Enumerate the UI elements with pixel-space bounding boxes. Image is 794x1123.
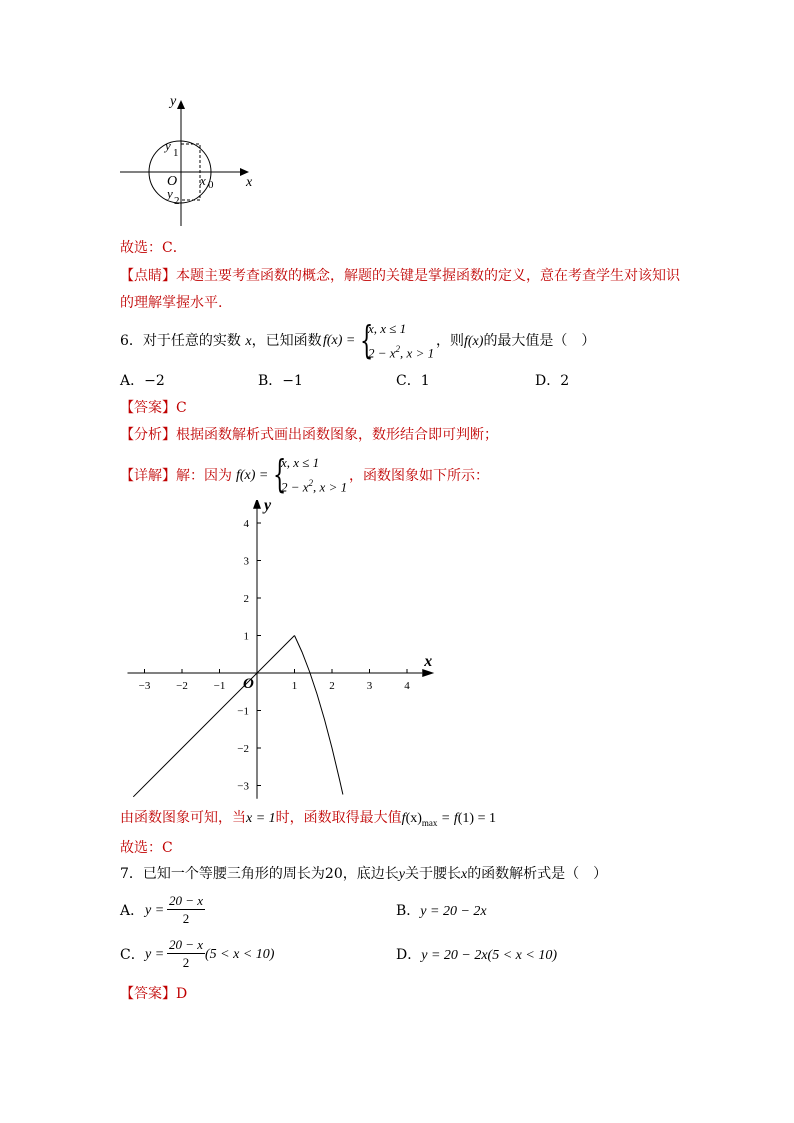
q6-detail-fx: f(x) = <box>236 468 269 483</box>
q6-analysis: 【分析】根据函数解析式画出函数图象，数形结合即可判断； <box>120 427 498 443</box>
series-line-1 <box>133 636 294 797</box>
dianjing-tag: 【点睛】 <box>120 268 176 284</box>
q6-fx2: f(x) <box>464 334 484 349</box>
q7-option-a-label: A． <box>120 903 145 919</box>
x-tick-label: −1 <box>213 680 226 692</box>
circle-figure <box>115 88 260 228</box>
circle-y-arrow <box>177 100 185 109</box>
circle-y-label: y <box>170 94 177 109</box>
q7-option-a-num: 20 − x <box>168 893 204 908</box>
q7-option-a-den: 2 <box>182 911 190 926</box>
q7-option-c-den: 2 <box>182 955 190 970</box>
max-expr: $f(x)_{max} = f(1) = 1$ <box>401 811 496 828</box>
q7-stem: 7．已知一个等腰三角形的周长为20，底边长y关于腰长x的函数解析式是（ ） <box>120 866 608 882</box>
conclusion-line-1: 故选：C． <box>120 240 187 256</box>
q7-option-c-tail: (5 < x < 10) <box>205 947 275 962</box>
series-line-2 <box>295 636 343 795</box>
function-chart <box>110 500 440 805</box>
dianjing-line-2: 的理解掌握水平. <box>120 295 223 311</box>
chart-x-arrow <box>422 669 434 677</box>
y-tick-label: 4 <box>243 518 249 530</box>
q6-text2: ，已知函数 <box>251 333 322 349</box>
y2-label: y <box>167 186 173 201</box>
chart-y-label: y <box>264 500 272 514</box>
x-tick-label: −3 <box>138 680 151 692</box>
x0-sub: 0 <box>208 179 214 191</box>
q7-answer: 【答案】D <box>120 986 188 1002</box>
q6-option-d: D．2 <box>535 373 570 389</box>
q6-case2 <box>368 341 434 361</box>
q6-case2a: 2 − x <box>368 345 396 361</box>
chart-y-arrow <box>253 500 261 509</box>
q7-option-d: D．y = 20 − 2x(5 < x < 10) <box>396 947 557 963</box>
dianjing-line-1 <box>120 266 680 286</box>
q6-answer: 【答案】C <box>120 400 187 416</box>
q6-detail-case2: $2 - x^2$, x > 1 <box>281 478 348 495</box>
circle-x-label: x <box>246 175 253 190</box>
y1-label: y <box>165 138 171 153</box>
y-tick-label: 1 <box>243 630 249 643</box>
y-tick-label: 2 <box>243 593 249 605</box>
q6-option-b: B．−1 <box>258 373 303 389</box>
q6-stem-tail <box>436 331 595 352</box>
q6-prefix: 6．对于任意的实数 <box>120 333 241 349</box>
y2-sub: 2 <box>174 195 180 207</box>
q6-conclusion: 由函数图象可知，当x = 1时，函数取得最大值$f(x)_{max} = f(1) = 1$ <box>120 810 496 828</box>
q6-option-c: C．1 <box>396 373 430 389</box>
y-tick-label: −2 <box>237 743 249 755</box>
q6-fx: f(x) = <box>323 333 356 348</box>
chart-origin-label: O <box>243 676 254 692</box>
q6-detail: 【详解】解：因为 <box>120 468 232 484</box>
q6-case1: x, x ≤ 1 <box>368 321 407 336</box>
q6-text4: 的最大值是（ ） <box>483 333 596 349</box>
q6-case2b: , x > 1 <box>400 345 435 361</box>
y-tick-label: −1 <box>237 705 249 718</box>
conclusion-line-2: 故选：C <box>120 840 173 856</box>
q6-detail-tail: ，函数图象如下所示： <box>349 468 489 484</box>
x-tick-label: −2 <box>176 680 188 692</box>
chart-x-label: x <box>424 653 433 670</box>
x-tick-label: 2 <box>329 680 335 692</box>
q7-option-a-lhs: y = <box>145 903 165 918</box>
q6-detail-case1: x, x ≤ 1 <box>281 455 320 470</box>
q6-stem <box>120 331 322 352</box>
q7-option-c-lhs: y = <box>145 947 165 962</box>
x-tick-label: 1 <box>291 680 298 692</box>
y1-sub: 1 <box>173 147 179 159</box>
q6-detail-brace: { <box>273 452 287 496</box>
q6-var: x <box>245 334 252 349</box>
x0-label: x <box>200 173 206 188</box>
x-tick-label: 3 <box>366 680 373 692</box>
circle-origin-label: O <box>167 174 178 189</box>
q6-option-a: A．−2 <box>120 373 165 389</box>
cond-expr: x = 1 <box>246 811 276 826</box>
q6-brace: { <box>360 318 374 362</box>
q6-text3: ，则 <box>436 333 464 349</box>
q6-sup2: 2 <box>395 344 401 354</box>
x-tick-label: 4 <box>404 680 410 692</box>
q7-option-c-label: C． <box>120 947 145 963</box>
y-tick-label: 3 <box>243 555 249 568</box>
q7-option-c-num: 20 − x <box>168 937 204 952</box>
q7-option-b: B．y = 20 − 2x <box>396 903 487 919</box>
y-tick-label: −3 <box>237 780 249 793</box>
dianjing-text-1: 本题主要考查函数的概念，解题的关键是掌握函数的定义，意在考查学生对该知识 <box>176 268 680 284</box>
